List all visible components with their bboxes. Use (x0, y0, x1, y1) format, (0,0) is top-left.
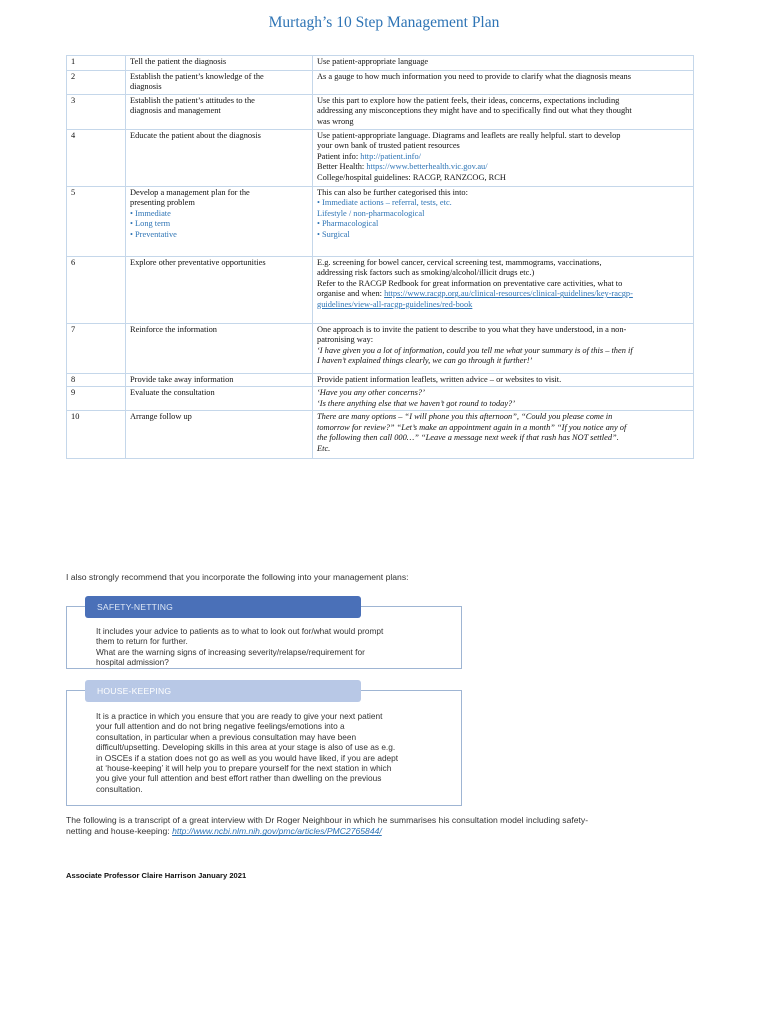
step-number: 3 (67, 95, 126, 130)
racgp-redbook-link[interactable]: https://www.racgp.org.au/clinical-resources/clinical-guidelines/key-racgp- (384, 289, 633, 299)
step-action: Establish the patient’s attitudes to the diagnosis and management (126, 95, 313, 130)
intro-text: I also strongly recommend that you incorporate the following into your management plans: (66, 572, 409, 582)
step-action: Explore other preventative opportunities (126, 257, 313, 324)
house-keeping-text: It is a practice in which you ensure that you are ready to give your next patient your full attention and do not bring negative feelings/emotions into a consultation, in particular when a previous consultation may have been difficult/upsetting. Developing skills in this area at your stage is also of use as e.g. in OSCEs if a station does not go as well as you would have liked, if you are adept at ‘house-keeping’ it will help you to prepare yourself for the next station in which you give your full attention and best effort rather than dwelling on the previous consultation. (96, 711, 399, 794)
step-detail: ‘Have you any other concerns?’ ‘Is there anything else that we haven’t got round to today?’ (313, 387, 694, 411)
step-detail: Use patient-appropriate language. Diagrams and leaflets are really helpful. start to develop your own bank of trusted patient resources Patient info: http://patient.info/ Better Health: https://www.betterhealth.vic.gov.au/ College/hospital guidelines: RACGP, RANZCOG, RCH (313, 130, 694, 187)
table-row (67, 324, 694, 374)
step-number: 9 (67, 387, 126, 411)
patient-info-label: Patient info: (317, 151, 361, 161)
step-detail: Use this part to explore how the patient feels, their ideas, concerns, expectations including addressing any misconceptions they might have and to specifically find out what they thought was wrong (313, 95, 694, 130)
safety-netting-heading: SAFETY-NETTING (85, 596, 361, 618)
step-action: Provide take away information (126, 374, 313, 387)
transcript-link[interactable]: http://www.ncbi.nlm.nih.gov/pmc/articles/PMC2765844/ (172, 826, 382, 837)
patient-info-link[interactable]: http://patient.info/ (360, 151, 421, 161)
step-number: 7 (67, 324, 126, 374)
step-detail: E.g. screening for bowel cancer, cervical screening test, mammograms, vaccinations, addressing risk factors such as smoking/alcohol/illicit drugs etc.) Refer to the RACGP Redbook for great information on preventative care activities, what to organise and when: https://www.racgp.org.au/clinical-resources/clinical-guidelines/key-racgp- guidelines/view-all-racgp-guidelines/red-book (313, 257, 694, 324)
step-detail: There are many options – “I will phone you this afternoon”, “Could you please come in tomorrow for review?” “Let’s make an appointment again in a month” “If you notice any of the following then call 000…” “Leave a message next week if that rash has NOT settled”. Etc. (313, 411, 694, 459)
table-row (67, 71, 694, 95)
step-action: Evaluate the consultation (126, 387, 313, 411)
step-action: Reinforce the information (126, 324, 313, 374)
step-number: 1 (67, 56, 126, 71)
better-health-link[interactable]: https://www.betterhealth.vic.gov.au/ (366, 162, 488, 172)
page-title: Murtagh’s 10 Step Management Plan (268, 14, 500, 31)
step-action: Arrange follow up (126, 411, 313, 459)
list-item: Lifestyle / non-pharmacological (317, 208, 425, 218)
step-action: Develop a management plan for the presenting problem • Immediate • Long term • Preventative (126, 187, 313, 257)
table-row (67, 374, 694, 387)
step-action: Tell the patient the diagnosis (126, 56, 313, 71)
step-detail: This can also be further categorised this into: • Immediate actions – referral, tests, etc. Lifestyle / non-pharmacological • Pharmacological • Surgical (313, 187, 694, 257)
table-row (67, 257, 694, 324)
management-plan-table (66, 55, 694, 459)
safety-netting-text: It includes your advice to patients as to what to look out for/what would prompt them to return for further. What are the warning signs of increasing severity/relapse/requirement for hospital admission? (96, 626, 384, 668)
step-detail: Provide patient information leaflets, written advice – or websites to visit. (313, 374, 694, 387)
list-item: • Pharmacological (317, 219, 379, 229)
step-number: 6 (67, 257, 126, 324)
step-detail: As a gauge to how much information you need to provide to clarify what the diagnosis means (313, 71, 694, 95)
step-action: Educate the patient about the diagnosis (126, 130, 313, 187)
better-health-label: Better Health: (317, 162, 367, 172)
table-row (67, 187, 694, 257)
racgp-redbook-link-cont[interactable]: guidelines/view-all-racgp-guidelines/red-book (317, 299, 473, 309)
transcript-paragraph: The following is a transcript of a great interview with Dr Roger Neighbour in which he summarises his consultation model including safety- netting and house-keeping: http://www.ncbi.nlm.nih.gov/pmc/articles/PMC2765844/ (66, 815, 589, 837)
list-item: • Immediate actions – referral, tests, etc. (317, 198, 452, 208)
table-row (67, 130, 694, 187)
step-action: Establish the patient’s knowledge of the diagnosis (126, 71, 313, 95)
list-item: • Long term (130, 219, 171, 229)
house-keeping-heading: HOUSE-KEEPING (85, 680, 361, 702)
table-row (67, 387, 694, 411)
step-number: 5 (67, 187, 126, 257)
list-item: • Immediate (130, 208, 171, 218)
step-number: 8 (67, 374, 126, 387)
step-detail: Use patient-appropriate language (313, 56, 694, 71)
author-signature: Associate Professor Claire Harrison January 2021 (66, 871, 247, 880)
table-row (67, 95, 694, 130)
table-row (67, 411, 694, 459)
step-detail: One approach is to invite the patient to describe to you what they have understood, in a non- patronising way: ‘I have given you a lot of information, could you tell me what your summary is of this – then if I haven’t explained things clearly, we can go through it further!’ (313, 324, 694, 374)
table-row (67, 56, 694, 71)
list-item: • Preventative (130, 229, 177, 239)
guidelines-text: College/hospital guidelines: RACGP, RANZCOG, RCH (317, 172, 506, 182)
step-number: 2 (67, 71, 126, 95)
step-number: 10 (67, 411, 126, 459)
step-number: 4 (67, 130, 126, 187)
list-item: • Surgical (317, 229, 350, 239)
